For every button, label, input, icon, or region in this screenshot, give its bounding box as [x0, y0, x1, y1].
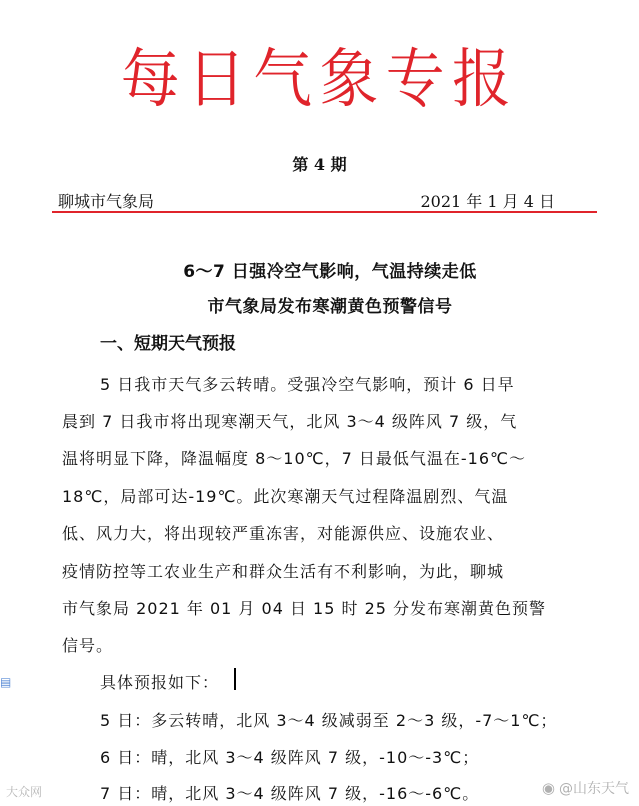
watermark-right-text: @山东天气 — [559, 781, 629, 797]
body-line: 18℃，局部可达-19℃。此次寒潮天气过程降温剧烈、气温 — [62, 487, 509, 506]
weibo-icon: ◉ — [541, 779, 555, 797]
headline-line-1: 6～7 日强冷空气影响，气温持续走低 — [183, 262, 477, 282]
issuing-agency: 聊城市气象局 — [58, 192, 155, 211]
body-line: 低、风力大，将出现较严重冻害，对能源供应、设施农业、 — [62, 524, 505, 543]
text-cursor — [234, 668, 236, 690]
section-heading: 一、短期天气预报 — [100, 334, 236, 354]
forecast-line: 7 日：晴，北风 3～4 级阵风 7 级，-16～-6℃。 — [100, 784, 480, 803]
body-line: 晨到 7 日我市将出现寒潮天气，北风 3～4 级阵风 7 级，气 — [62, 412, 518, 431]
issue-date: 2021 年 1 月 4 日 — [420, 192, 555, 211]
masthead-title: 每日气象专报 — [120, 43, 519, 117]
body-line: 5 日我市天气多云转晴。受强冷空气影响，预计 6 日早 — [100, 375, 515, 394]
body-line: 信号。 — [62, 636, 114, 655]
document-icon[interactable]: ▤ — [0, 675, 12, 689]
watermark-left: 大众网 — [6, 785, 43, 799]
watermark-right — [542, 778, 629, 798]
forecast-intro: 具体预报如下： — [100, 673, 220, 692]
forecast-line: 5 日：多云转晴，北风 3～4 级减弱至 2～3 级，-7～1℃； — [100, 711, 558, 730]
forecast-line: 6 日：晴，北风 3～4 级阵风 7 级，-10～-3℃； — [100, 748, 480, 767]
red-divider — [52, 211, 597, 213]
issue-number: 第 4 期 — [292, 155, 347, 174]
headline-line-2: 市气象局发布寒潮黄色预警信号 — [207, 297, 453, 317]
body-line: 市气象局 2021 年 01 月 04 日 15 时 25 分发布寒潮黄色预警 — [62, 599, 547, 618]
body-line: 温将明显下降，降温幅度 8～10℃，7 日最低气温在-16℃～ — [62, 449, 526, 468]
body-line: 疫情防控等工农业生产和群众生活有不利影响，为此，聊城 — [62, 562, 505, 581]
